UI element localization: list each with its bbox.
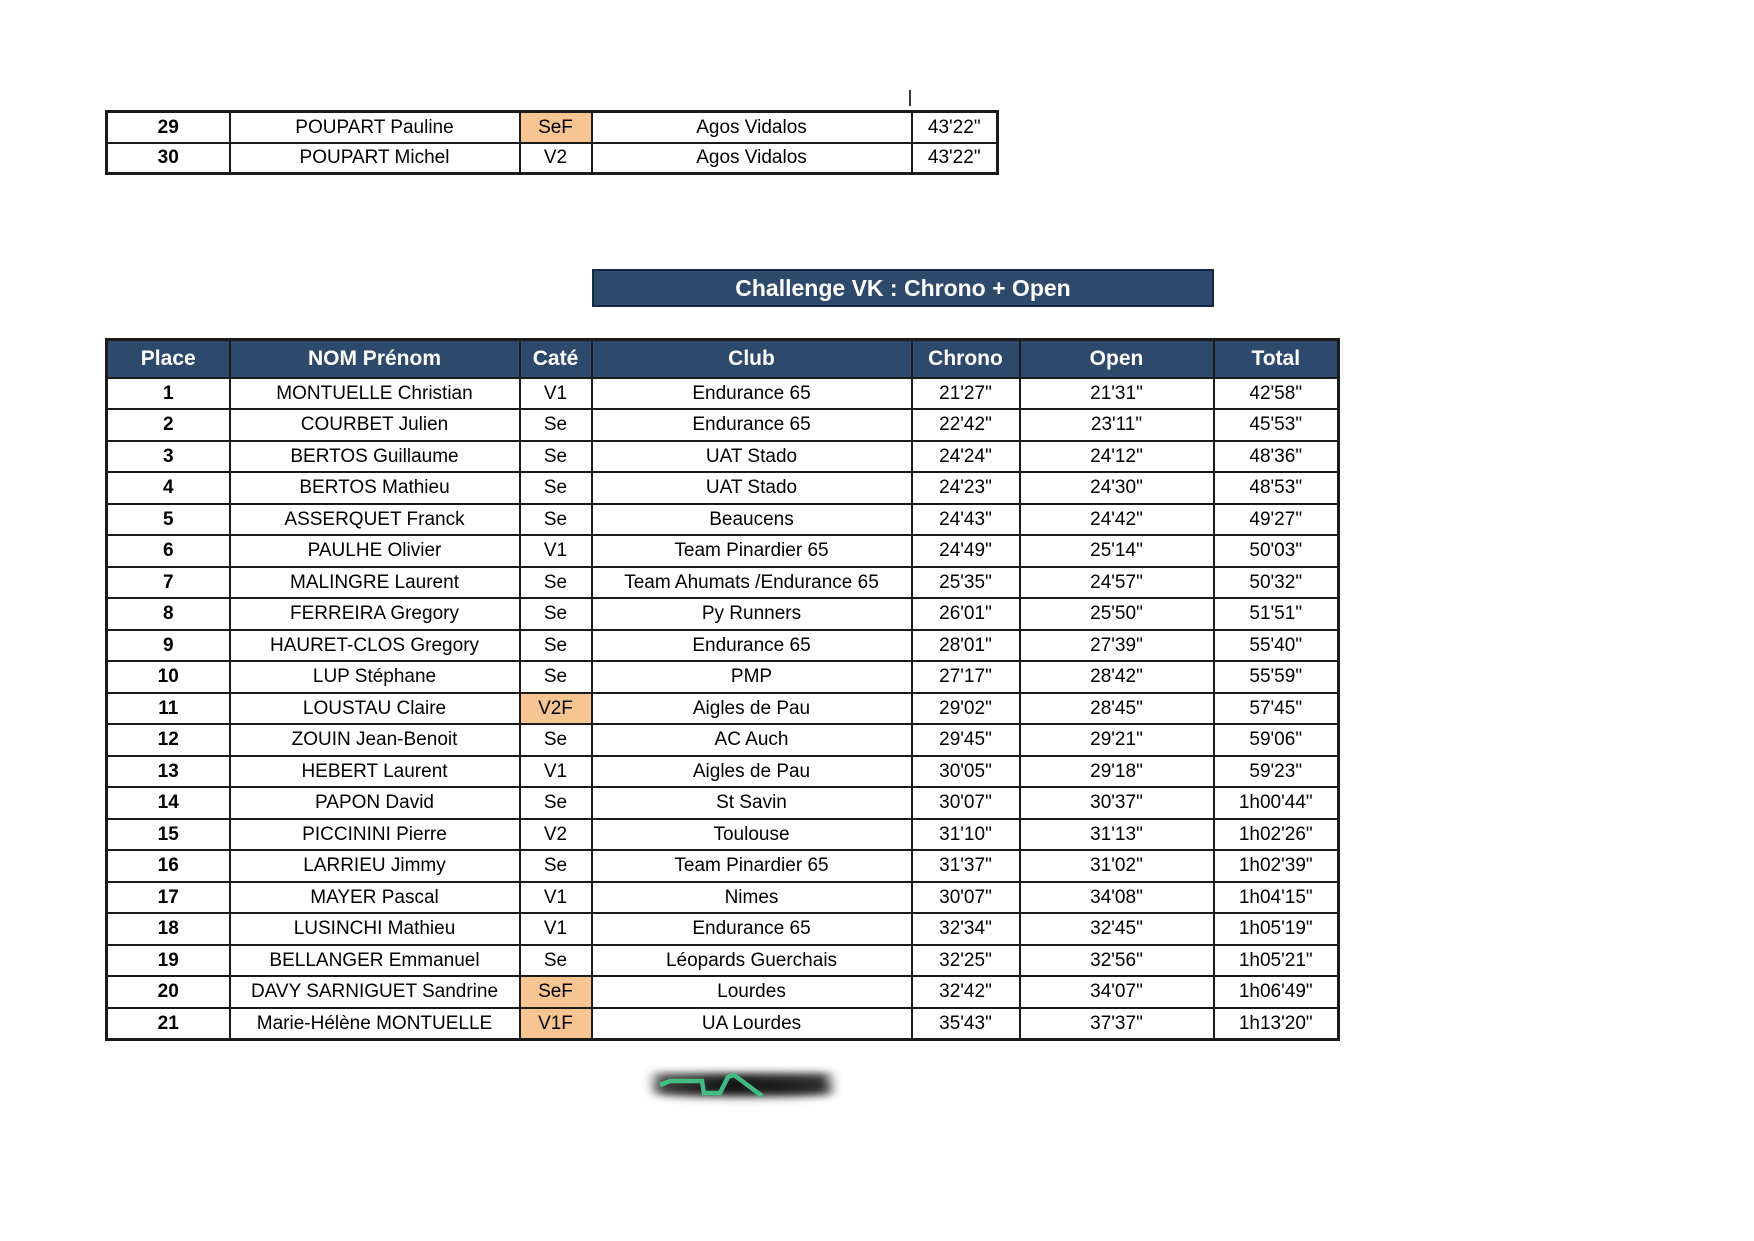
result-row <box>107 598 1339 630</box>
cell-open: 34'08" <box>1020 882 1214 914</box>
cell-chrono: 32'42" <box>912 976 1020 1008</box>
cell-place: 7 <box>107 567 230 599</box>
cell-chrono: 32'34" <box>912 913 1020 945</box>
cell-cat: Se <box>520 409 592 441</box>
cell-place: 13 <box>107 756 230 788</box>
cell-name: HAURET-CLOS Gregory <box>230 630 520 662</box>
cell-chrono: 24'24" <box>912 441 1020 473</box>
cell-cat: Se <box>520 504 592 536</box>
cell-club: Aigles de Pau <box>592 693 912 725</box>
cell-cat: V1F <box>520 1008 592 1040</box>
cell-cat: Se <box>520 945 592 977</box>
cell-cat: Se <box>520 441 592 473</box>
result-row <box>107 882 1339 914</box>
cell-name: BELLANGER Emmanuel <box>230 945 520 977</box>
cell-cat: V1 <box>520 535 592 567</box>
cell-club: St Savin <box>592 787 912 819</box>
cell-place: 19 <box>107 945 230 977</box>
result-row <box>107 787 1339 819</box>
cell-cat: V2 <box>520 143 592 174</box>
cell-total: 1h06'49" <box>1214 976 1339 1008</box>
cell-name: ASSERQUET Franck <box>230 504 520 536</box>
cell-chrono: 26'01" <box>912 598 1020 630</box>
cell-place: 14 <box>107 787 230 819</box>
cell-open: 37'37" <box>1020 1008 1214 1040</box>
top-partial-table-wrap <box>105 110 999 175</box>
cell-chrono: 29'45" <box>912 724 1020 756</box>
cell-cat: Se <box>520 787 592 819</box>
cell-name: HEBERT Laurent <box>230 756 520 788</box>
cell-place: 6 <box>107 535 230 567</box>
cell-club: Toulouse <box>592 819 912 851</box>
cell-place: 2 <box>107 409 230 441</box>
result-row <box>107 724 1339 756</box>
cell-total: 45'53" <box>1214 409 1339 441</box>
result-row <box>107 756 1339 788</box>
cell-total: 57'45" <box>1214 693 1339 725</box>
cell-total: 49'27" <box>1214 504 1339 536</box>
result-row <box>107 850 1339 882</box>
cell-chrono: 21'27" <box>912 378 1020 410</box>
cell-name: FERREIRA Gregory <box>230 598 520 630</box>
col-header-open: Open <box>1020 340 1214 378</box>
cell-place: 29 <box>107 112 230 143</box>
result-row <box>107 112 998 143</box>
cell-club: Beaucens <box>592 504 912 536</box>
cell-cat: SeF <box>520 976 592 1008</box>
results-table <box>105 338 1340 1041</box>
cell-club: Py Runners <box>592 598 912 630</box>
cell-chrono: 31'10" <box>912 819 1020 851</box>
result-row <box>107 819 1339 851</box>
cell-name: MONTUELLE Christian <box>230 378 520 410</box>
cell-open: 28'45" <box>1020 693 1214 725</box>
cell-total: 50'03" <box>1214 535 1339 567</box>
cell-club: Team Ahumats /Endurance 65 <box>592 567 912 599</box>
cell-total: 1h05'19" <box>1214 913 1339 945</box>
cell-total: 59'06" <box>1214 724 1339 756</box>
col-header-club: Club <box>592 340 912 378</box>
cell-club: Team Pinardier 65 <box>592 535 912 567</box>
cell-total: 55'40" <box>1214 630 1339 662</box>
cell-chrono: 28'01" <box>912 630 1020 662</box>
cell-place: 5 <box>107 504 230 536</box>
cell-place: 10 <box>107 661 230 693</box>
cell-chrono: 30'07" <box>912 787 1020 819</box>
cell-name: POUPART Pauline <box>230 112 520 143</box>
cell-cat: Se <box>520 661 592 693</box>
cell-club: PMP <box>592 661 912 693</box>
result-row <box>107 913 1339 945</box>
cell-time: 43'22" <box>912 112 998 143</box>
cell-name: MAYER Pascal <box>230 882 520 914</box>
cell-total: 1h00'44" <box>1214 787 1339 819</box>
cell-chrono: 24'49" <box>912 535 1020 567</box>
cell-open: 34'07" <box>1020 976 1214 1008</box>
cell-open: 31'13" <box>1020 819 1214 851</box>
cell-open: 32'56" <box>1020 945 1214 977</box>
result-row <box>107 976 1339 1008</box>
cell-total: 1h13'20" <box>1214 1008 1339 1040</box>
cell-place: 3 <box>107 441 230 473</box>
cell-chrono: 30'07" <box>912 882 1020 914</box>
col-header-total: Total <box>1214 340 1339 378</box>
cell-club: Léopards Guerchais <box>592 945 912 977</box>
cell-cat: Se <box>520 724 592 756</box>
cell-name: POUPART Michel <box>230 143 520 174</box>
cell-club: Nimes <box>592 882 912 914</box>
cell-total: 42'58" <box>1214 378 1339 410</box>
result-row <box>107 409 1339 441</box>
cell-open: 25'14" <box>1020 535 1214 567</box>
cell-name: PICCININI Pierre <box>230 819 520 851</box>
cell-name: COURBET Julien <box>230 409 520 441</box>
cell-chrono: 25'35" <box>912 567 1020 599</box>
cell-name: ZOUIN Jean-Benoit <box>230 724 520 756</box>
cell-total: 1h04'15" <box>1214 882 1339 914</box>
cell-cat: Se <box>520 598 592 630</box>
cell-club: Endurance 65 <box>592 409 912 441</box>
cell-club: UAT Stado <box>592 441 912 473</box>
cell-club: Endurance 65 <box>592 630 912 662</box>
cell-place: 18 <box>107 913 230 945</box>
cell-total: 48'53" <box>1214 472 1339 504</box>
cell-time: 43'22" <box>912 143 998 174</box>
cell-chrono: 27'17" <box>912 661 1020 693</box>
cell-club: Lourdes <box>592 976 912 1008</box>
cell-open: 30'37" <box>1020 787 1214 819</box>
cell-open: 24'12" <box>1020 441 1214 473</box>
cell-place: 21 <box>107 1008 230 1040</box>
cell-chrono: 29'02" <box>912 693 1020 725</box>
cell-name: BERTOS Mathieu <box>230 472 520 504</box>
cell-open: 29'18" <box>1020 756 1214 788</box>
cell-cat: SeF <box>520 112 592 143</box>
cell-open: 32'45" <box>1020 913 1214 945</box>
cell-club: Team Pinardier 65 <box>592 850 912 882</box>
cell-place: 4 <box>107 472 230 504</box>
result-row <box>107 1008 1339 1040</box>
main-table-wrap <box>105 338 1340 1041</box>
cell-total: 55'59" <box>1214 661 1339 693</box>
cell-chrono: 24'43" <box>912 504 1020 536</box>
cell-open: 28'42" <box>1020 661 1214 693</box>
cell-place: 20 <box>107 976 230 1008</box>
result-row <box>107 630 1339 662</box>
cell-cat: V1 <box>520 756 592 788</box>
cell-cat: V2 <box>520 819 592 851</box>
cell-place: 15 <box>107 819 230 851</box>
logo-mountain-outline-graphic <box>643 1064 848 1112</box>
cell-club: Aigles de Pau <box>592 756 912 788</box>
cell-total: 59'23" <box>1214 756 1339 788</box>
cell-name: LARRIEU Jimmy <box>230 850 520 882</box>
cell-total: 51'51" <box>1214 598 1339 630</box>
col-header-chrono: Chrono <box>912 340 1020 378</box>
cell-open: 24'42" <box>1020 504 1214 536</box>
cell-cat: V1 <box>520 378 592 410</box>
result-row <box>107 661 1339 693</box>
cell-place: 1 <box>107 378 230 410</box>
cell-total: 1h02'26" <box>1214 819 1339 851</box>
cell-open: 29'21" <box>1020 724 1214 756</box>
cell-open: 24'30" <box>1020 472 1214 504</box>
cell-total: 50'32" <box>1214 567 1339 599</box>
cell-open: 24'57" <box>1020 567 1214 599</box>
section-title-banner <box>592 269 1214 307</box>
cell-open: 31'02" <box>1020 850 1214 882</box>
early-rows-table <box>105 110 999 175</box>
cell-name: BERTOS Guillaume <box>230 441 520 473</box>
section-title: Challenge VK : Chrono + Open <box>735 274 1071 301</box>
cell-chrono: 22'42" <box>912 409 1020 441</box>
cell-cat: V1 <box>520 882 592 914</box>
col-header-place: Place <box>107 340 230 378</box>
cell-open: 25'50" <box>1020 598 1214 630</box>
cell-name: LUSINCHI Mathieu <box>230 913 520 945</box>
result-row <box>107 693 1339 725</box>
cell-cat: Se <box>520 630 592 662</box>
cell-place: 8 <box>107 598 230 630</box>
cell-club: Agos Vidalos <box>592 143 912 174</box>
result-row <box>107 567 1339 599</box>
result-row <box>107 504 1339 536</box>
cell-club: UA Lourdes <box>592 1008 912 1040</box>
cell-open: 21'31" <box>1020 378 1214 410</box>
result-row <box>107 535 1339 567</box>
result-row <box>107 472 1339 504</box>
cell-cat: Se <box>520 567 592 599</box>
cell-total: 1h02'39" <box>1214 850 1339 882</box>
cell-club: Endurance 65 <box>592 913 912 945</box>
cell-chrono: 31'37" <box>912 850 1020 882</box>
cell-place: 12 <box>107 724 230 756</box>
cell-cat: V2F <box>520 693 592 725</box>
header-row <box>107 340 1339 378</box>
cell-place: 9 <box>107 630 230 662</box>
cell-chrono: 35'43" <box>912 1008 1020 1040</box>
cell-club: Agos Vidalos <box>592 112 912 143</box>
result-row <box>107 945 1339 977</box>
cell-place: 17 <box>107 882 230 914</box>
cell-place: 30 <box>107 143 230 174</box>
cell-club: UAT Stado <box>592 472 912 504</box>
cell-club: AC Auch <box>592 724 912 756</box>
col-header-cat: Caté <box>520 340 592 378</box>
cell-club: Endurance 65 <box>592 378 912 410</box>
cell-name: DAVY SARNIGUET Sandrine <box>230 976 520 1008</box>
cell-place: 11 <box>107 693 230 725</box>
cell-total: 48'36" <box>1214 441 1339 473</box>
cell-name: LOUSTAU Claire <box>230 693 520 725</box>
result-row <box>107 441 1339 473</box>
cell-name: PAULHE Olivier <box>230 535 520 567</box>
cell-cat: Se <box>520 472 592 504</box>
result-row <box>107 143 998 174</box>
cell-place: 16 <box>107 850 230 882</box>
cell-chrono: 32'25" <box>912 945 1020 977</box>
race-logo-partial-image <box>643 1064 848 1112</box>
result-row <box>107 378 1339 410</box>
cell-open: 23'11" <box>1020 409 1214 441</box>
cell-cat: Se <box>520 850 592 882</box>
col-header-name: NOM Prénom <box>230 340 520 378</box>
cell-name: PAPON David <box>230 787 520 819</box>
cell-chrono: 24'23" <box>912 472 1020 504</box>
cell-name: Marie-Hélène MONTUELLE <box>230 1008 520 1040</box>
cell-cat: V1 <box>520 913 592 945</box>
cut-off-gridline-stub <box>909 90 911 106</box>
cell-total: 1h05'21" <box>1214 945 1339 977</box>
cell-chrono: 30'05" <box>912 756 1020 788</box>
cell-open: 27'39" <box>1020 630 1214 662</box>
cell-name: MALINGRE Laurent <box>230 567 520 599</box>
cell-name: LUP Stéphane <box>230 661 520 693</box>
